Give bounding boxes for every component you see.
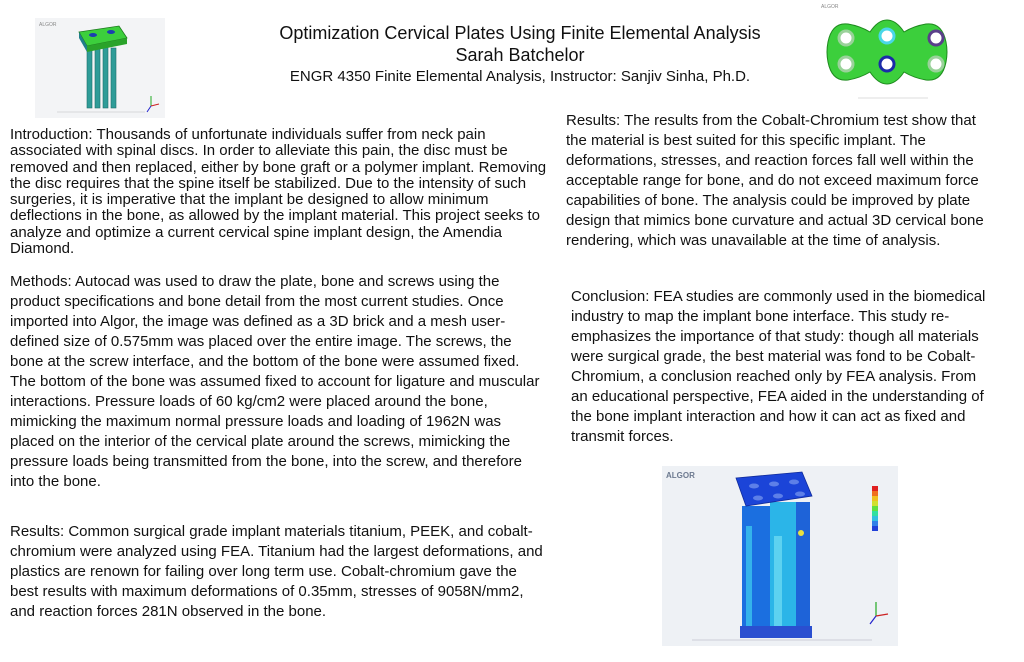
conclusion-section: Conclusion: FEA studies are commonly used in the biomedical industry to map the implant bone interface. This study re-emphasizes the importance of that study: though all materials were surgical grade, the best material was fond to be Cobalt-Chromium, a conclusion reached only by FEA analysis. From an educational perspective, FEA aided in the understanding of the bone implant interaction and how it can act as fixed and transmit forces. — [571, 288, 986, 445]
results-right-section: Results: The results from the Cobalt-Chromium test show that the material is best suited for this specific implant. The deformations, stresses, and reaction forces fall well within the acceptable range for bone, and do not exceed maximum force capabilities of bone. The analysis could be improved by plate design that mimics bone curvature and actual 3D cervical bone rendering, which was unavailable at the time of analysis. — [566, 112, 984, 249]
plate-top-view-figure — [818, 0, 956, 102]
figure-logo-top: ALGOR — [821, 4, 839, 10]
poster-author: Sarah Batchelor — [455, 45, 585, 65]
fea-result-figure — [662, 466, 898, 646]
figure-logo-big: ALGOR — [666, 471, 695, 480]
methods-section: Methods: Autocad was used to draw the plate, bone and screws using the product specifications and bone detail from the most current studies. Once imported into Algor, the image was defined as a 3D brick and a mesh user-defined size of 0.575mm was placed over the entire image. The screws, the bone at the screw interface, and the bottom of the bone were assumed fixed. The bottom of the bone was assumed fixed to account for ligature and muscular interactions. Pressure loads of 60 kg/cm2 were placed around the bone, mimicking the maximum normal pressure loads and loading of 1962N was placed on the interior of the cervical plate around the screws, mimicking the pressure loads being transmitted from the bone, into the screw, and therefore into the bone. — [10, 273, 540, 490]
poster-title: Optimization Cervical Plates Using Finite Elemental Analysis — [279, 23, 761, 43]
poster-course: ENGR 4350 Finite Elemental Analysis, Instructor: Sanjiv Sinha, Ph.D. — [289, 68, 751, 85]
introduction-section: Introduction: Thousands of unfortunate individuals suffer from neck pain associated with spinal discs. In order to alleviate this pain, the disc must be removed and then replaced, either by bone graft or a polymer implant. Removing the disc requires that the spine itself be stabilized. Due to the intensity of such surgeries, it is imperative that the implant be designed to allow minimum deflections in the bone, as allowed by the implant material. This project seeks to analyze and optimize a current cervical spine implant design, the Amendia Diamond. — [10, 126, 547, 258]
poster-header — [200, 22, 840, 88]
results-left-section: Results: Common surgical grade implant materials titanium, PEEK, and cobalt-chromium were analyzed using FEA. Titanium had the largest deformations, and plastics are renown for failing over long term use. Cobalt-chromium gave the best results with maximum deformations of 0.35mm, stresses of 9058N/mm2, and reaction forces 281N observed in the bone. — [10, 523, 543, 620]
plate-screws-figure — [35, 18, 165, 118]
figure-logo-small: ALGOR — [39, 22, 57, 28]
